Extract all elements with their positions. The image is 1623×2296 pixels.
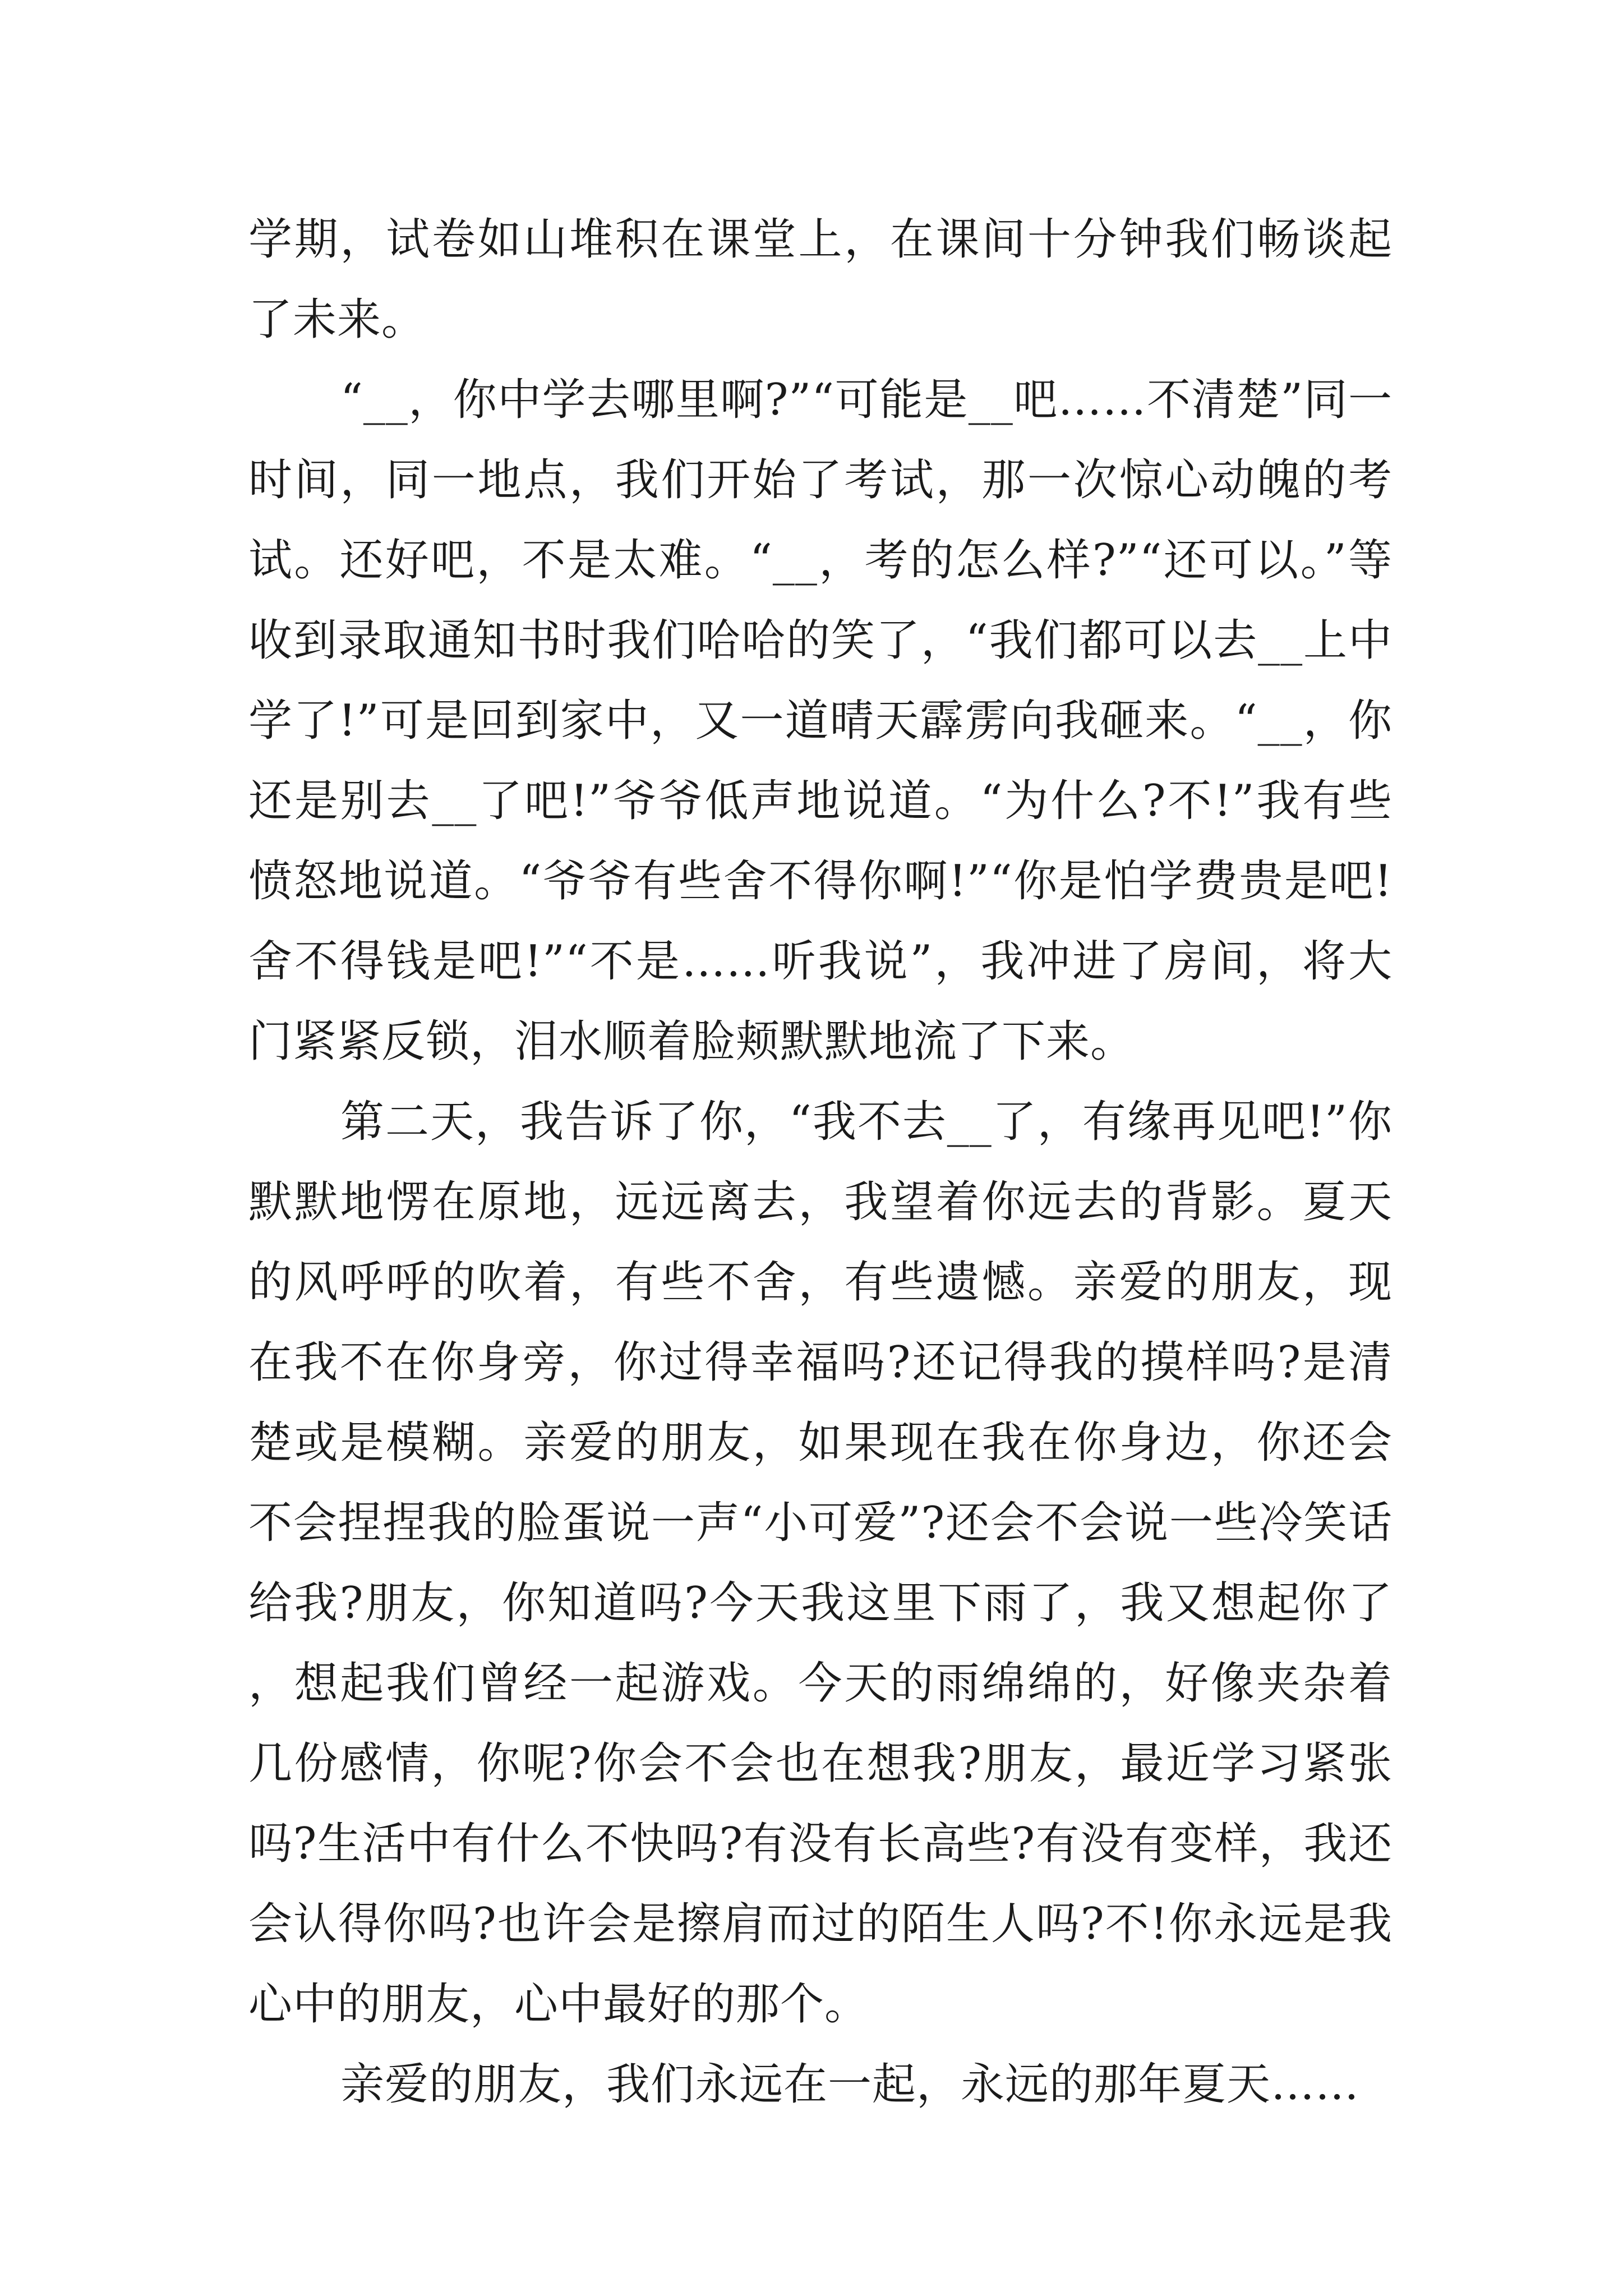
- paragraph-2: “__，你中学去哪里啊?”“可能是__吧……不清楚”同一时间，同一地点，我们开始了考试，那一次惊心动魄的考试。还好吧，不是太难。“__，考的怎么样?”“还可以。”等收到录取通知书时我们哈哈的笑了，“我们都可以去__上中学了!”可是回到家中，又一道晴天霹雳向我砸来。“__，你还是别去__了吧!”爷爷低声地说道。“为什么?不!”我有些愤怒地说道。“爷爷有些舍不得你啊!”“你是怕学费贵是吧!舍不得钱是吧!”“不是……听我说”，我冲进了房间，将大门紧紧反锁，泪水顺着脸颊默默地流了下来。: [248, 375, 1393, 1067]
- document-body: [248, 200, 1393, 2125]
- paragraph-1: 学期，试卷如山堆积在课堂上，在课间十分钟我们畅谈起了未来。: [248, 214, 1393, 345]
- paragraph-4: 亲爱的朋友，我们永远在一起，永远的那年夏天……: [340, 2059, 1360, 2110]
- paragraph-3: 第二天，我告诉了你，“我不去__了，有缘再见吧!”你默默地愣在原地，远远离去，我望着你远去的背影。夏天的风呼呼的吹着，有些不舍，有些遗憾。亲爱的朋友，现在我不在你身旁，你过得幸福吗?还记得我的摸样吗?是清楚或是模糊。亲爱的朋友，如果现在我在你身边，你还会不会捏捏我的脸蛋说一声“小可爱”?还会不会说一些冷笑话给我?朋友，你知道吗?今天我这里下雨了，我又想起你了，想起我们曾经一起游戏。今天的雨绵绵的，好像夹杂着几份感情，你呢?你会不会也在想我?朋友，最近学习紧张吗?生活中有什么不快吗?有没有长高些?有没有变样，我还会认得你吗?也许会是擦肩而过的陌生人吗?不!你永远是我心中的朋友，心中最好的那个。: [248, 1097, 1393, 2030]
